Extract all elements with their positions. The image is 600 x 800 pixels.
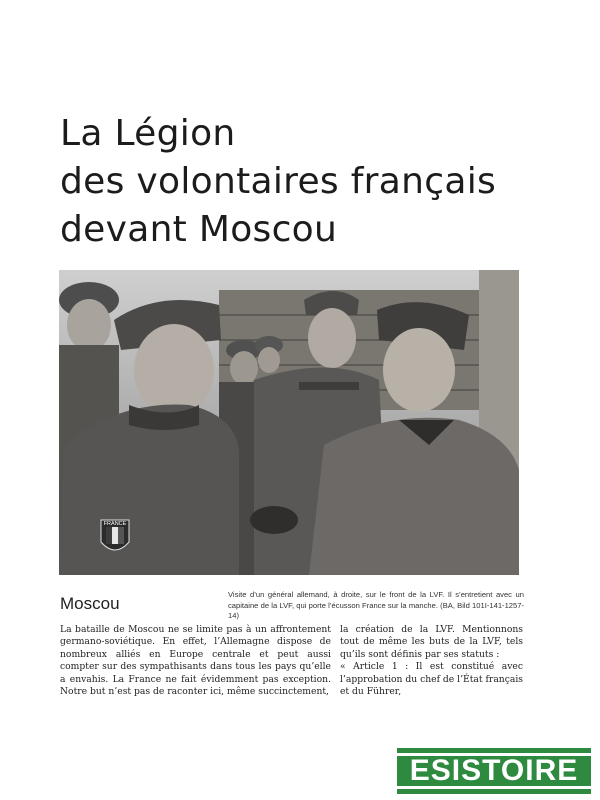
column-2-paragraph: la création de la LVF. Mentionnons tout de même les buts de la LVF, tels qu’ils sont définis par ses statuts :: [340, 624, 523, 660]
body-column-2: [340, 624, 523, 698]
column-2-quote: « Article 1 : Il est constitué avec l’approbation du chef de l’État français et du Führer,: [340, 661, 523, 698]
soldiers-photo-illustration: [59, 270, 519, 575]
section-title: Moscou: [60, 594, 120, 613]
body-columns: [60, 624, 523, 698]
esistoire-logo: [397, 748, 591, 794]
photo-caption: Visite d’un général allemand, à droite, sur le front de la LVF. Il s’entretient avec un capitaine de la LVF, qui porte l’écusson France sur la manche. (BA, Bild 101I-141-1257-14): [228, 590, 524, 620]
article-title: [60, 110, 560, 254]
column-1-paragraph: La bataille de Moscou ne se limite pas à un affrontement germano-soviétique. En effet, l’Allemagne dispose de nombreux alliés en Europe centrale et peut aussi compter sur des sympathisants dans tous les pays qu’elle a envahis. La France ne fait évidemment pas exception. Notre but n’est pas de raconter ici, même succinctement,: [60, 624, 331, 698]
article-photo: [59, 270, 519, 575]
title-line-3: devant Moscou: [60, 209, 338, 250]
body-column-1: [60, 624, 331, 698]
title-line-1: La Légion: [60, 113, 236, 154]
title-line-2: des volontaires français: [60, 161, 497, 202]
badge-text: FRANCE: [103, 521, 127, 527]
france-shield-badge: [101, 520, 129, 550]
logo-text: ESISTOIRE: [409, 754, 579, 787]
